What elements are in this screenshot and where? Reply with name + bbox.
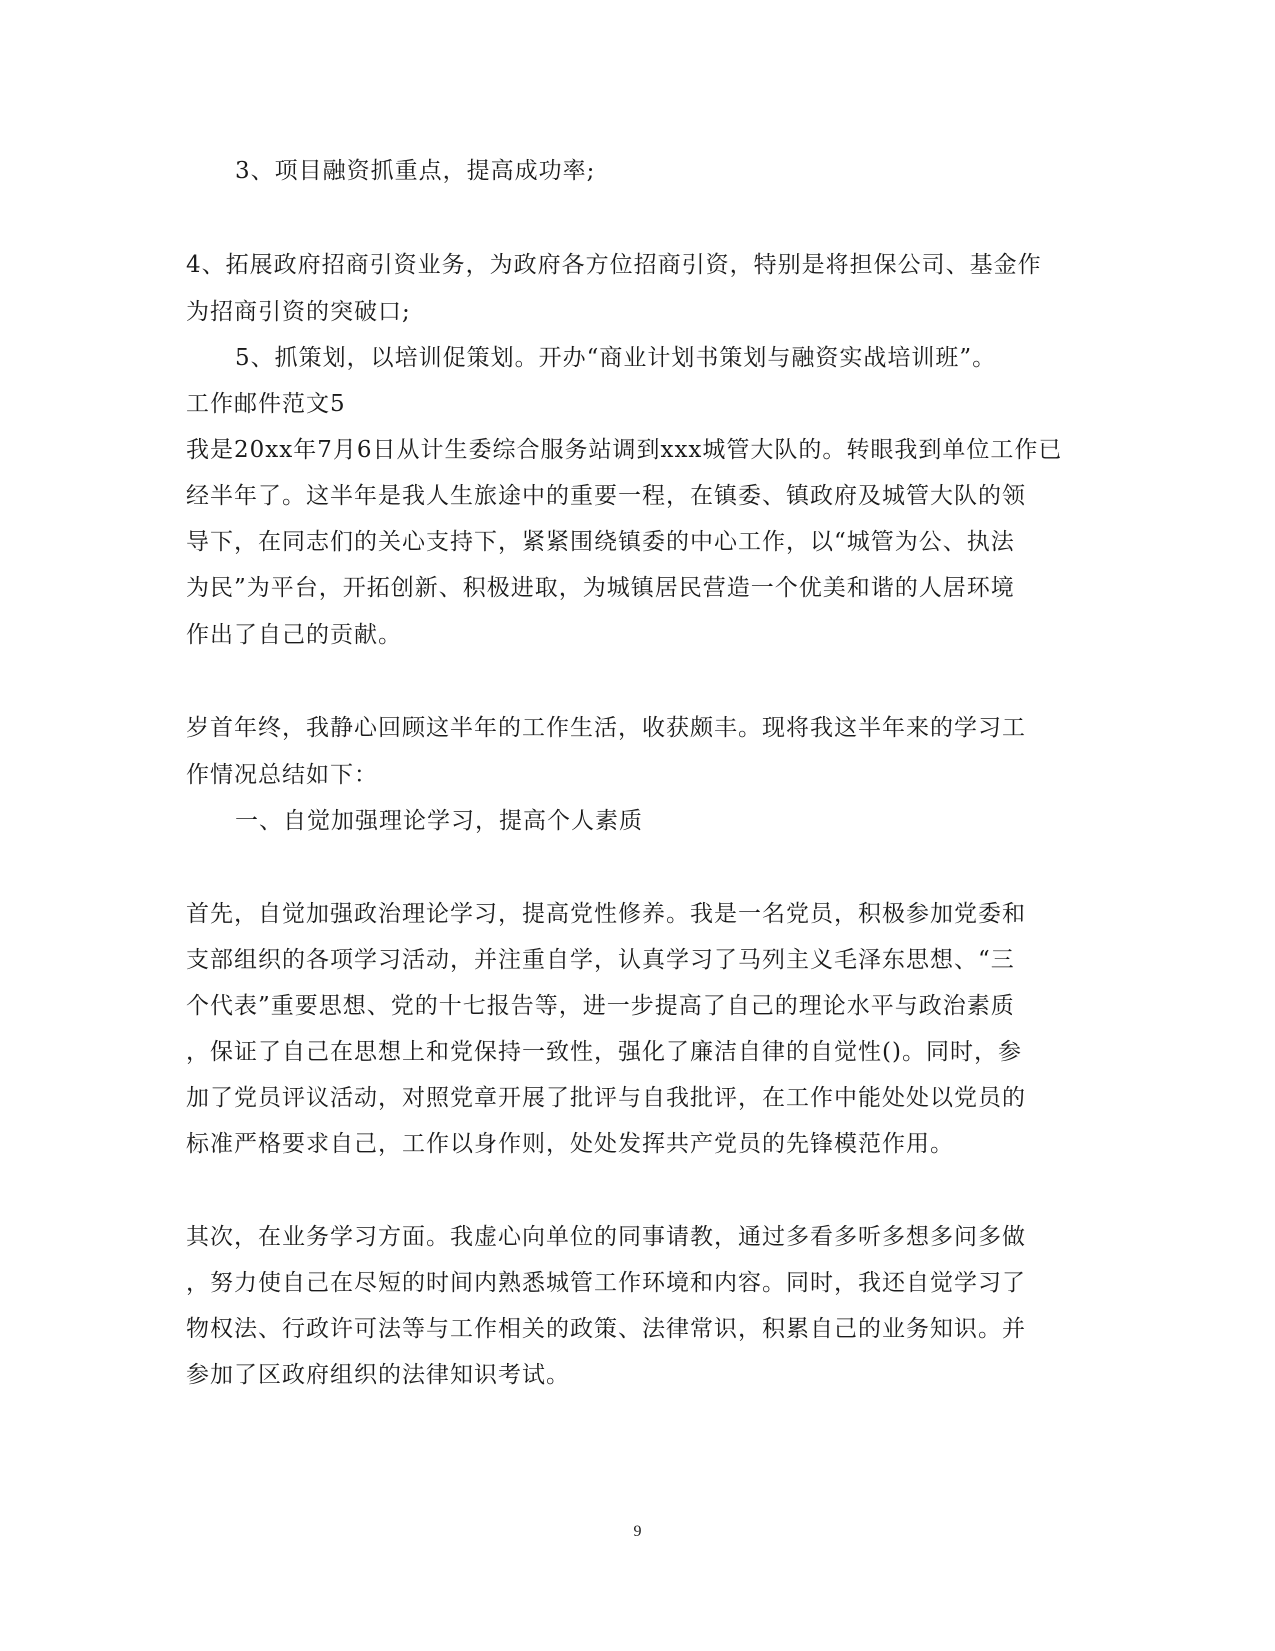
list-item-4-line-2: 为招商引资的突破口; (186, 299, 411, 325)
paragraph-line: 作情况总结如下： (186, 762, 378, 788)
paragraph-line: 岁首年终，我静心回顾这半年的工作生活，收获颇丰。现将我这半年来的学习工 (186, 715, 1026, 741)
list-item-5: 5、抓策划，以培训促策划。开办“商业计划书策划与融资实战培训班”。 (235, 345, 997, 371)
list-item-4-line-1: 4、拓展政府招商引资业务，为政府各方位招商引资，特别是将担保公司、基金作 (186, 252, 1042, 278)
section-heading: 工作邮件范文5 (186, 391, 346, 417)
paragraph-line: 为民”为平台，开拓创新、积极进取，为城镇居民营造一个优美和谐的人居环境 (186, 575, 1015, 601)
paragraph-line: ，努力使自己在尽短的时间内熟悉城管工作环境和内容。同时，我还自觉学习了 (186, 1270, 1026, 1296)
subheading: 一、自觉加强理论学习，提高个人素质 (235, 808, 643, 834)
paragraph-line: 其次，在业务学习方面。我虚心向单位的同事请教，通过多看多听多想多问多做 (186, 1224, 1026, 1250)
paragraph-line: ，保证了自己在思想上和党保持一致性，强化了廉洁自律的自觉性()。同时，参 (186, 1039, 1022, 1065)
paragraph-line: 参加了区政府组织的法律知识考试。 (186, 1362, 570, 1388)
paragraph-line: 支部组织的各项学习活动，并注重自学，认真学习了马列主义毛泽东思想、“三 (186, 947, 1015, 973)
paragraph-line: 经半年了。这半年是我人生旅途中的重要一程，在镇委、镇政府及城管大队的领 (186, 483, 1026, 509)
paragraph-line: 我是20xx年7月6日从计生委综合服务站调到xxx城管大队的。转眼我到单位工作已 (186, 437, 1063, 463)
paragraph-line: 首先，自觉加强政治理论学习，提高党性修养。我是一名党员，积极参加党委和 (186, 901, 1026, 927)
paragraph-line: 个代表”重要思想、党的十七报告等，进一步提高了自己的理论水平与政治素质 (186, 993, 1015, 1019)
paragraph-line: 导下，在同志们的关心支持下，紧紧围绕镇委的中心工作，以“城管为公、执法 (186, 529, 1015, 555)
paragraph-line: 加了党员评议活动，对照党章开展了批评与自我批评，在工作中能处处以党员的 (186, 1085, 1026, 1111)
paragraph-line: 物权法、行政许可法等与工作相关的政策、法律常识，积累自己的业务知识。并 (186, 1316, 1026, 1342)
list-item-3: 3、项目融资抓重点，提高成功率; (235, 158, 596, 184)
paragraph-line: 作出了自己的贡献。 (186, 622, 402, 648)
paragraph-line: 标准严格要求自己，工作以身作则，处处发挥共产党员的先锋模范作用。 (186, 1131, 954, 1157)
page-number: 9 (633, 1523, 642, 1540)
